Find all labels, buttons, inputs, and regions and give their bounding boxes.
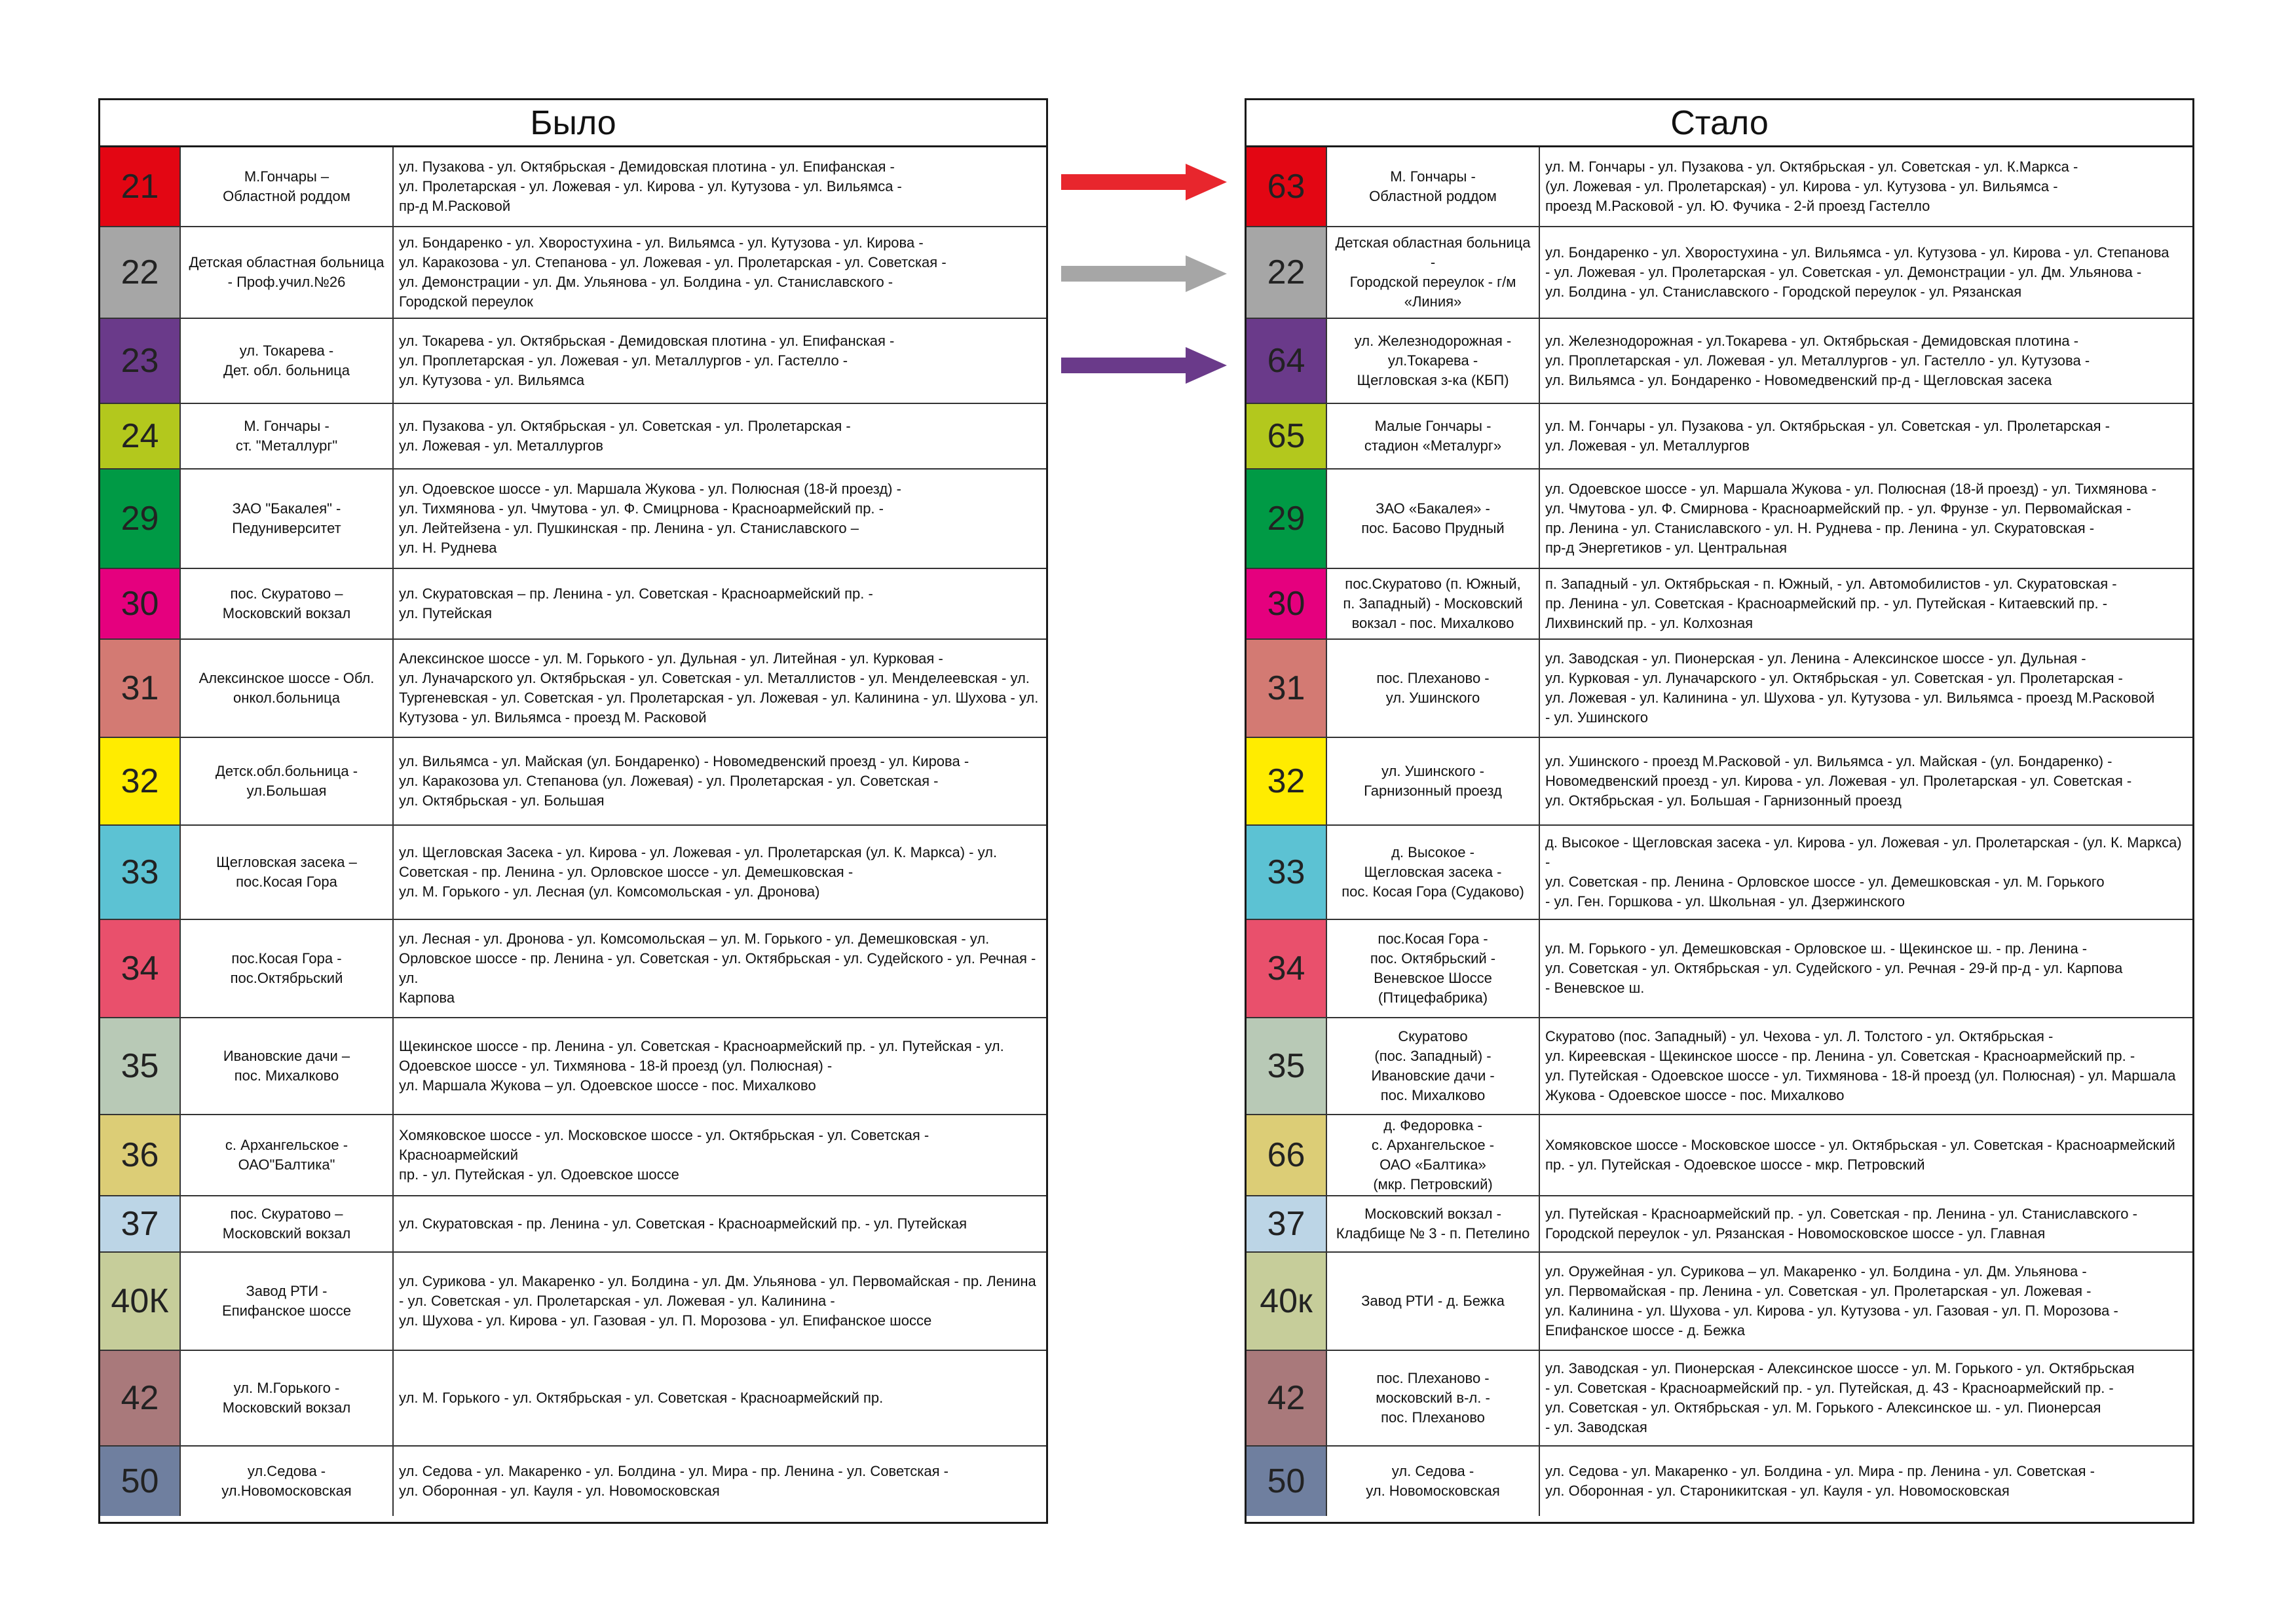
route-endpoints: Ивановские дачи – пос. Михалково [181,1018,394,1114]
route-number: 31 [100,640,181,737]
route-streets: ул. Путейская - Красноармейский пр. - ул. Советская - пр. Ленина - ул. Станиславского - Городской переулок - ул. Рязанская - Новомосковское шоссе - ул. Главная [1545,1206,2137,1242]
route-number: 66 [1247,1115,1327,1195]
route-endpoints: пос.Косая Гора - пос. Октябрьский - Веневское Шоссе (Птицефабрика) [1327,920,1540,1017]
route-number: 40к [1247,1253,1327,1350]
route-row [1247,920,2192,1018]
route-streets: д. Высокое - Щегловская засека - ул. Кирова - ул. Ложевая - ул. Пролетарская - (ул. К. Маркса) - ул. Советская - пр. Ленина - Орловское шоссе - ул. Демешковская - ул. М. Горького - ул. Ген. Горшкова - ул. Школьная - ул. Дзержинского [1545,834,2182,910]
route-number: 33 [1247,826,1327,919]
route-row [1247,404,2192,470]
route-endpoints: Московский вокзал - Кладбище № 3 - п. Петелино [1327,1196,1540,1251]
route-number: 64 [1247,319,1327,403]
route-row [1247,1018,2192,1115]
route-number: 32 [1247,738,1327,824]
route-endpoints: ул. Ушинского - Гарнизонный проезд [1327,738,1540,824]
route-number: 29 [1247,470,1327,568]
route-endpoints: пос. Скуратово – Московский вокзал [181,569,394,638]
route-endpoints: пос.Скуратово (п. Южный, п. Западный) - Московский вокзал - пос. Михалково [1327,569,1540,638]
route-row [1247,470,2192,569]
route-endpoints: пос. Плеханово - ул. Ушинского [1327,640,1540,737]
route-row [100,1253,1046,1351]
route-endpoints: Алексинское шоссе - Обл. онкол.больница [181,640,394,737]
route-number: 50 [1247,1447,1327,1516]
route-row [1247,826,2192,920]
arrow-gray-icon [1061,254,1228,293]
route-number: 34 [1247,920,1327,1017]
route-streets: ул. М. Гончары - ул. Пузакова - ул. Октябрьская - ул. Советская - ул. Пролетарская - ул. Ложевая - ул. Металлургов [1545,418,2110,454]
route-number: 30 [100,569,181,638]
route-row [100,738,1046,826]
route-row [1247,1196,2192,1253]
route-streets: ул. М. Горького - ул. Демешковская - Орловское ш. - Щекинское ш. - пр. Ленина - ул. Советская - ул. Октябрьская - ул. Судейского - ул. Речная - 29-й пр-д - ул. Карпова - Веневское ш. [1545,940,2123,996]
arrow-red-icon [1061,162,1228,202]
route-streets: ул. М. Горького - ул. Октябрьская - ул. Советская - Красноармейский пр. [399,1390,884,1406]
route-endpoints: ул. М.Горького - Московский вокзал [181,1351,394,1445]
route-streets: ул. Токарева - ул. Октябрьская - Демидовская плотина - ул. Епифанская - ул. Проплетарская - ул. Ложевая - ул. Металлургов - ул. Гастелло - ул. Кутузова - ул. Вильямса [399,333,895,388]
route-row [100,1115,1046,1196]
route-endpoints: д. Высокое - Щегловская засека - пос. Косая Гора (Судаково) [1327,826,1540,919]
route-streets: ул. Заводская - ул. Пионерская - Алексинское шоссе - ул. М. Горького - ул. Октябрьская - ул. Советская - Красноармейский пр. - ул. Путейская, д. 43 - Красноармейский пр. - ул. Советская - ул. Октябрьская - ул. М. Горького - Алексинское ш. - ул. Пионерсая - ул. Заводская [1545,1360,2135,1435]
route-endpoints: Щегловская засека – пос.Косая Гора [181,826,394,919]
route-streets: ул. Вильямса - ул. Майская (ул. Бондаренко) - Новомедвенский проезд - ул. Кирова - ул. Каракозова ул. Степанова (ул. Ложевая) - ул. Пролетарская - ул. Советская - ул. Октябрьская - ул. Большая [399,753,969,809]
arrow-shape [1061,164,1227,200]
route-row [1247,1447,2192,1516]
route-streets: ул. Скуратовская – пр. Ленина - ул. Советская - Красноармейский пр. - ул. Путейская [399,585,873,621]
route-streets: ул. Бондаренко - ул. Хворостухина - ул. Вильямса - ул. Кутузова - ул. Кирова - ул. Каракозова - ул. Степанова - ул. Ложевая - ул. Пролетарская - ул. Советская - ул. Демонстрации - ул. Дм. Ульянова - ул. Болдина - ул. Станиславского - Городской переулок [399,234,947,310]
route-endpoints: М.Гончары – Областной роддом [181,147,394,226]
route-streets: ул. Оружейная - ул. Сурикова – ул. Макаренко - ул. Болдина - ул. Дм. Ульянова - ул. Первомайская - пр. Ленина - ул. Советская - ул. Пролетарская - ул. Ложевая - ул. Калинина - ул. Шухова - ул. Кирова - ул. Кутузова - ул. Газовая - ул. П. Морозова - Епифанское шоссе - д. Бежка [1545,1263,2118,1338]
route-number: 35 [1247,1018,1327,1114]
route-endpoints: д. Федоровка - с. Архангельское - ОАО «Балтика» (мкр. Петровский) [1327,1115,1540,1195]
arrow-purple-icon [1061,346,1228,385]
route-streets: ул. Железнодорожная - ул.Токарева - ул. Октябрьская - Демидовская плотина - ул. Проплетарская - ул. Ложевая - ул. Металлургов - ул. Гастелло - ул. Кутузова - ул. Вильямса - ул. Бондаренко - Новомедвенский пр-д - Щегловская засека [1545,333,2090,388]
route-number: 24 [100,404,181,468]
route-streets: ул. Ушинского - проезд М.Расковой - ул. Вильямса - ул. Майская - (ул. Бондаренко) - Новомедвенский проезд - ул. Кирова - ул. Ложевая - ул. Пролетарская - ул. Советская - ул. Октябрьская - ул. Большая - Гарнизонный проезд [1545,753,2132,809]
route-number: 31 [1247,640,1327,737]
route-number: 35 [100,1018,181,1114]
route-streets: ул. Седова - ул. Макаренко - ул. Болдина - ул. Мира - пр. Ленина - ул. Советская - ул. Оборонная - ул. Староникитская - ул. Кауля - ул. Новомосковская [1545,1463,2095,1499]
route-number: 42 [100,1351,181,1445]
route-number: 23 [100,319,181,403]
route-number: 36 [100,1115,181,1195]
route-streets: Щекинское шоссе - пр. Ленина - ул. Советская - Красноармейский пр. - ул. Путейская - ул. Одоевское шоссе - ул. Тихмянова - 18-й проезд (ул. Полюсная) - ул. Маршала Жукова – ул. Одоевское шоссе - пос. Михалково [399,1038,1004,1094]
route-endpoints: пос.Косая Гора - пос.Октябрьский [181,920,394,1017]
route-number: 63 [1247,147,1327,226]
route-endpoints: пос. Скуратово – Московский вокзал [181,1196,394,1251]
route-endpoints: Детская областная больница - Проф.учил.№26 [181,227,394,318]
route-streets: ул. М. Гончары - ул. Пузакова - ул. Октябрьская - ул. Советская - ул. К.Маркса - (ул. Ложевая - ул. Пролетарская) - ул. Кирова - ул. Кутузова - ул. Вильямса - проезд М.Расковой - ул. Ю. Фучика - 2-й проезд Гастелло [1545,158,2078,214]
route-row [1247,1253,2192,1351]
route-streets: п. Западный - ул. Октябрьская - п. Южный, - ул. Автомобилистов - ул. Скуратовская - пр. Ленина - ул. Советская - Красноармейский пр. - ул. Путейская - Китаевский пр. - Лихвинский пр. - ул. Колхозная [1545,576,2117,631]
route-streets: ул. Сурикова - ул. Макаренко - ул. Болдина - ул. Дм. Ульянова - ул. Первомайская - пр. Ленина - ул. Советская - ул. Пролетарская - ул. Ложевая - ул. Калинина - ул. Шухова - ул. Кирова - ул. Газовая - ул. П. Морозова - ул. Епифанское шоссе [399,1273,1036,1329]
route-number: 50 [100,1447,181,1516]
route-number: 29 [100,470,181,568]
route-endpoints: с. Архангельское - ОАО"Балтика" [181,1115,394,1195]
route-endpoints: Детск.обл.больница - ул.Большая [181,738,394,824]
route-row [100,1351,1046,1447]
route-row [100,920,1046,1018]
route-row [100,1018,1046,1115]
route-endpoints: ЗАО "Бакалея" - Педуниверситет [181,470,394,568]
route-endpoints: ул. Железнодорожная - ул.Токарева - Щегловская з-ка (КБП) [1327,319,1540,403]
route-row [1247,640,2192,738]
route-streets: ул. Пузакова - ул. Октябрьская - ул. Советская - ул. Пролетарская - ул. Ложевая - ул. Металлургов [399,418,851,454]
after-panel [1245,98,2194,1524]
route-number: 40К [100,1253,181,1350]
route-streets: ул. Одоевское шоссе - ул. Маршала Жукова - ул. Полюсная (18-й проезд) - ул. Тихмянова - ул. Чмутова - ул. Ф. Смирнова - Красноармейский пр. - ул. Фрунзе - ул. Первомайская - пр. Ленина - ул. Станиславского - ул. Н. Руднева - пр. Ленина - ул. Скуратовская - пр-д Энергетиков - ул. Центральная [1545,481,2156,556]
route-endpoints: М. Гончары - Областной роддом [1327,147,1540,226]
arrow-shape [1061,255,1227,292]
route-streets: ул. Скуратовская - пр. Ленина - ул. Советская - Красноармейский пр. - ул. Путейская [399,1215,967,1232]
route-row [100,319,1046,404]
route-row [100,227,1046,319]
route-endpoints: ЗАО «Бакалея» - пос. Басово Прудный [1327,470,1540,568]
route-row [100,826,1046,920]
route-row [1247,569,2192,640]
route-streets: ул. Одоевское шоссе - ул. Маршала Жукова - ул. Полюсная (18-й проезд) - ул. Тихмянова - ул. Чмутова - ул. Ф. Смицрнова - Красноармейский пр. - ул. Лейтейзена - ул. Пушкинская - пр. Ленина - ул. Станиславского – ул. Н. Руднева [399,481,901,556]
before-panel [98,98,1048,1524]
route-endpoints: ул. Седова - ул. Новомосковская [1327,1447,1540,1516]
route-row [100,404,1046,470]
route-row [100,147,1046,227]
route-streets: ул. Седова - ул. Макаренко - ул. Болдина - ул. Мира - пр. Ленина - ул. Советская - ул. Оборонная - ул. Кауля - ул. Новомосковская [399,1463,948,1499]
route-endpoints: Завод РТИ - д. Бежка [1327,1253,1540,1350]
route-row [100,1196,1046,1253]
route-row [100,1447,1046,1516]
route-number: 37 [1247,1196,1327,1251]
route-number: 65 [1247,404,1327,468]
route-row [1247,147,2192,227]
route-endpoints: Завод РТИ - Епифанское шоссе [181,1253,394,1350]
route-number: 22 [1247,227,1327,318]
after-rows [1247,147,2192,1516]
route-endpoints: ул. Токарева - Дет. обл. больница [181,319,394,403]
route-row [1247,1115,2192,1196]
route-endpoints: Скуратово (пос. Западный) - Ивановские дачи - пос. Михалково [1327,1018,1540,1114]
before-title: Было [100,100,1046,147]
route-row [1247,1351,2192,1447]
route-streets: ул. Пузакова - ул. Октябрьская - Демидовская плотина - ул. Епифанская - ул. Пролетарская - ул. Ложевая - ул. Кирова - ул. Кутузова - ул. Вильямса - пр-д М.Расковой [399,158,902,214]
route-row [1247,319,2192,404]
route-row [100,569,1046,640]
route-streets: ул. Лесная - ул. Дронова - ул. Комсомольская – ул. М. Горького - ул. Демешковская - ул. Орловское шоссе - пр. Ленина - ул. Советская - ул. Октябрьская - ул. Судейского - ул. Речная - ул. Карпова [399,931,1036,1006]
route-row [1247,738,2192,826]
route-row [100,470,1046,569]
route-streets: Хомяковское шоссе - Московское шоссе - ул. Октябрьская - ул. Советская - Красноармейский пр. - ул. Путейская - Одоевское шоссе - мкр. Петровский [1545,1137,2175,1173]
route-number: 34 [100,920,181,1017]
route-number: 37 [100,1196,181,1251]
route-endpoints: Малые Гончары - стадион «Металург» [1327,404,1540,468]
route-number: 42 [1247,1351,1327,1445]
route-streets: Алексинское шоссе - ул. М. Горького - ул. Дульная - ул. Литейная - ул. Курковая - ул. Луначарского ул. Октябрьская - ул. Советская - ул. Металлистов - ул. Менделеевская - ул. Тургеневская - ул. Советская - ул. Пролетарская - ул. Ложевая - ул. Калинина - ул. Шухова - ул. Кутузова - ул. Вильямса - проезд М. Расковой [399,650,1039,726]
arrow-shape [1061,347,1227,384]
route-number: 32 [100,738,181,824]
route-endpoints: М. Гончары - ст. "Металлург" [181,404,394,468]
route-streets: Скуратово (пос. Западный) - ул. Чехова - ул. Л. Толстого - ул. Октябрьская - ул. Киреевская - Щекинское шоссе - пр. Ленина - ул. Советская - Красноармейский пр. - ул. Путейская - Одоевское шоссе - ул. Тихмянова - 18-й проезд (ул. Полюсная) - ул. Маршала Жукова - Одоевское шоссе - пос. Михалково [1545,1028,2176,1103]
route-number: 21 [100,147,181,226]
route-endpoints: ул.Седова - ул.Новомосковская [181,1447,394,1516]
after-title: Стало [1247,100,2192,147]
route-endpoints: Детская областная больница - Городской переулок - г/м «Линия» [1327,227,1540,318]
route-number: 30 [1247,569,1327,638]
route-row [100,640,1046,738]
route-streets: ул. Щегловская Засека - ул. Кирова - ул. Ложевая - ул. Пролетарская (ул. К. Маркса) - ул. Советская - пр. Ленина - ул. Орловское шоссе - ул. Демешковская - ул. М. Горького - ул. Лесная (ул. Комсомольская - ул. Дронова) [399,844,998,900]
route-number: 33 [100,826,181,919]
route-streets: ул. Заводская - ул. Пионерская - ул. Ленина - Алексинское шоссе - ул. Дульная - ул. Курковая - ул. Луначарского - ул. Октябрьская - ул. Советская - ул. Пролетарская - ул. Ложевая - ул. Калинина - ул. Шухова - ул. Кутузова - ул. Вильямса - проезд М.Расковой - ул. Ушинского [1545,650,2155,726]
route-row [1247,227,2192,319]
route-streets: ул. Бондаренко - ул. Хворостухина - ул. Вильямса - ул. Кутузова - ул. Кирова - ул. Степанова - ул. Ложевая - ул. Пролетарская - ул. Советская - ул. Демонстрации - ул. Дм. Ульянова - ул. Болдина - ул. Станиславского - Городской переулок - ул. Рязанская [1545,244,2169,300]
route-endpoints: пос. Плеханово - московский в-л. - пос. Плеханово [1327,1351,1540,1445]
route-number: 22 [100,227,181,318]
route-streets: Хомяковское шоссе - ул. Московское шоссе - ул. Октябрьская - ул. Советская - Красноармейский пр. - ул. Путейская - ул. Одоевское шоссе [399,1127,929,1183]
before-rows [100,147,1046,1516]
